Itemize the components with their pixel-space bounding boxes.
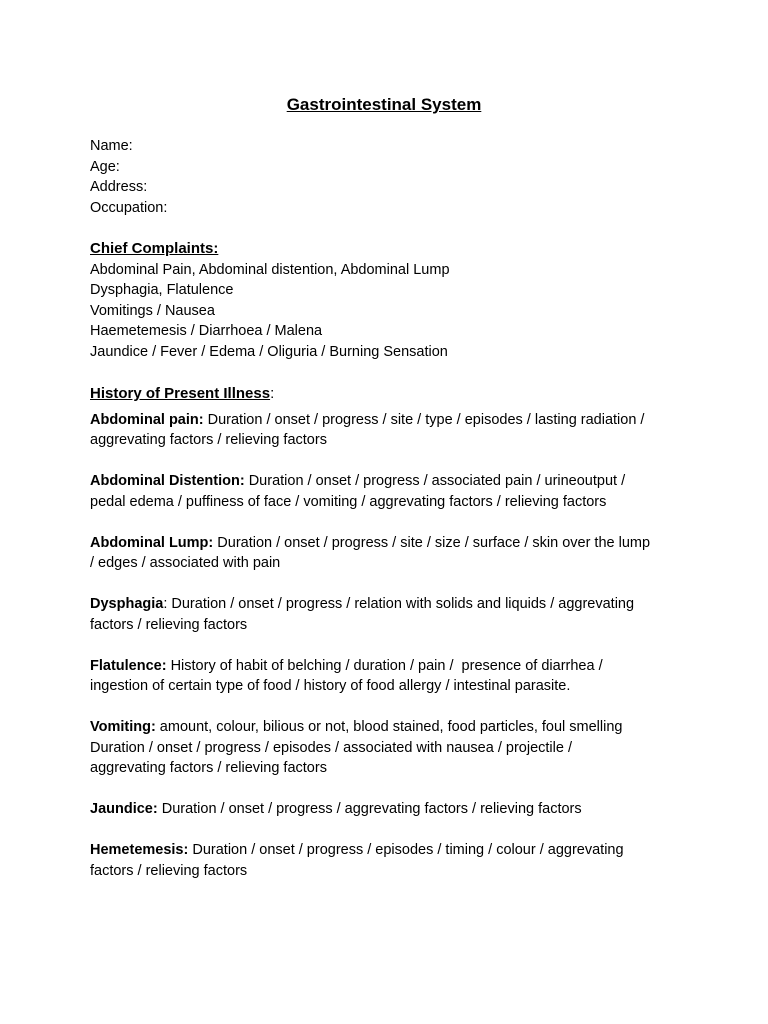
hpi-item-abdominal-lump [90, 533, 690, 574]
hpi-item-text: : Duration / onset / progress / relation with solids and liquids / aggrevating [163, 596, 635, 612]
hpi-item-jaundice [90, 799, 690, 820]
hpi-item-label: Jaundice: [90, 801, 158, 817]
hpi-item-vomiting [90, 717, 690, 779]
document-title: Gastrointestinal System [286, 95, 482, 114]
hpi-item-label: Abdominal pain: [90, 411, 204, 428]
hpi-item-label: Abdominal Lump: [90, 534, 214, 551]
chief-complaint-line: Jaundice / Fever / Edema / Oliguria / Burning Sensation [90, 343, 448, 360]
hpi-heading [90, 384, 690, 405]
document-body [90, 136, 690, 902]
hpi-item-hemetemesis [90, 840, 690, 881]
chief-complaint-line: Vomitings / Nausea [90, 302, 215, 319]
hpi-item-text: Duration / onset / progress / site / type / episodes / lasting radiation / [203, 411, 645, 428]
field-name: Name: [90, 138, 133, 154]
hpi-item-text: Duration / onset / progress / episodes / timing / colour / aggrevating [188, 842, 624, 858]
hpi-item-text: pedal edema / puffiness of face / vomiting / aggrevating factors / relieving factors [90, 493, 607, 510]
field-age: Age: [90, 158, 120, 175]
hpi-item-text: ingestion of certain type of food / history of food allergy / intestinal parasite. [90, 678, 571, 694]
hpi-item-text: factors / relieving factors [90, 616, 248, 633]
hpi-item-text: factors / relieving factors [90, 862, 248, 879]
hpi-item-abdominal-pain [90, 410, 690, 451]
hpi-item-text: / edges / associated with pain [90, 555, 281, 571]
hpi-item-text: aggrevating factors / relieving factors [90, 760, 327, 776]
chief-complaints-heading: Chief Complaints: [90, 240, 219, 257]
hpi-item-text: History of habit of belching / duration / pain / presence of diarrhea / [166, 657, 603, 674]
hpi-item-abdominal-distention [90, 471, 690, 512]
hpi-item-text: Duration / onset / progress / site / size / surface / skin over the lump [213, 534, 651, 551]
patient-fields [90, 136, 690, 218]
hpi-item-label: Hemetemesis: [90, 842, 189, 858]
field-occupation: Occupation: [90, 199, 168, 216]
field-address: Address: [90, 179, 148, 195]
hpi-item-text: Duration / onset / progress / associated pain / urineoutput / [244, 473, 626, 489]
hpi-item-label: Abdominal Distention: [90, 473, 245, 489]
hpi-item-text: Duration / onset / progress / aggrevating factors / relieving factors [157, 801, 582, 817]
hpi-item-text: amount, colour, bilious or not, blood stained, food particles, foul smelling [155, 719, 623, 735]
hpi-item-text: Duration / onset / progress / episodes / associated with nausea / projectile / [90, 739, 572, 756]
hpi-heading-text: History of Present Illness [90, 385, 271, 402]
hpi-items [90, 410, 690, 882]
hpi-item-label: Vomiting: [90, 719, 156, 735]
hpi-item-flatulence [90, 656, 690, 697]
hpi-item-label: Dysphagia [90, 596, 164, 612]
chief-complaint-line: Abdominal Pain, Abdominal distention, Abdominal Lump [90, 261, 450, 278]
hpi-item-label: Flatulence: [90, 657, 167, 674]
hpi-item-text: aggrevating factors / relieving factors [90, 432, 327, 448]
hpi-item-dysphagia [90, 594, 690, 635]
chief-complaints-list [90, 260, 690, 363]
hpi-heading-colon: : [270, 385, 275, 402]
chief-complaint-line: Haemetemesis / Diarrhoea / Malena [90, 323, 323, 339]
chief-complaint-line: Dysphagia, Flatulence [90, 282, 234, 298]
